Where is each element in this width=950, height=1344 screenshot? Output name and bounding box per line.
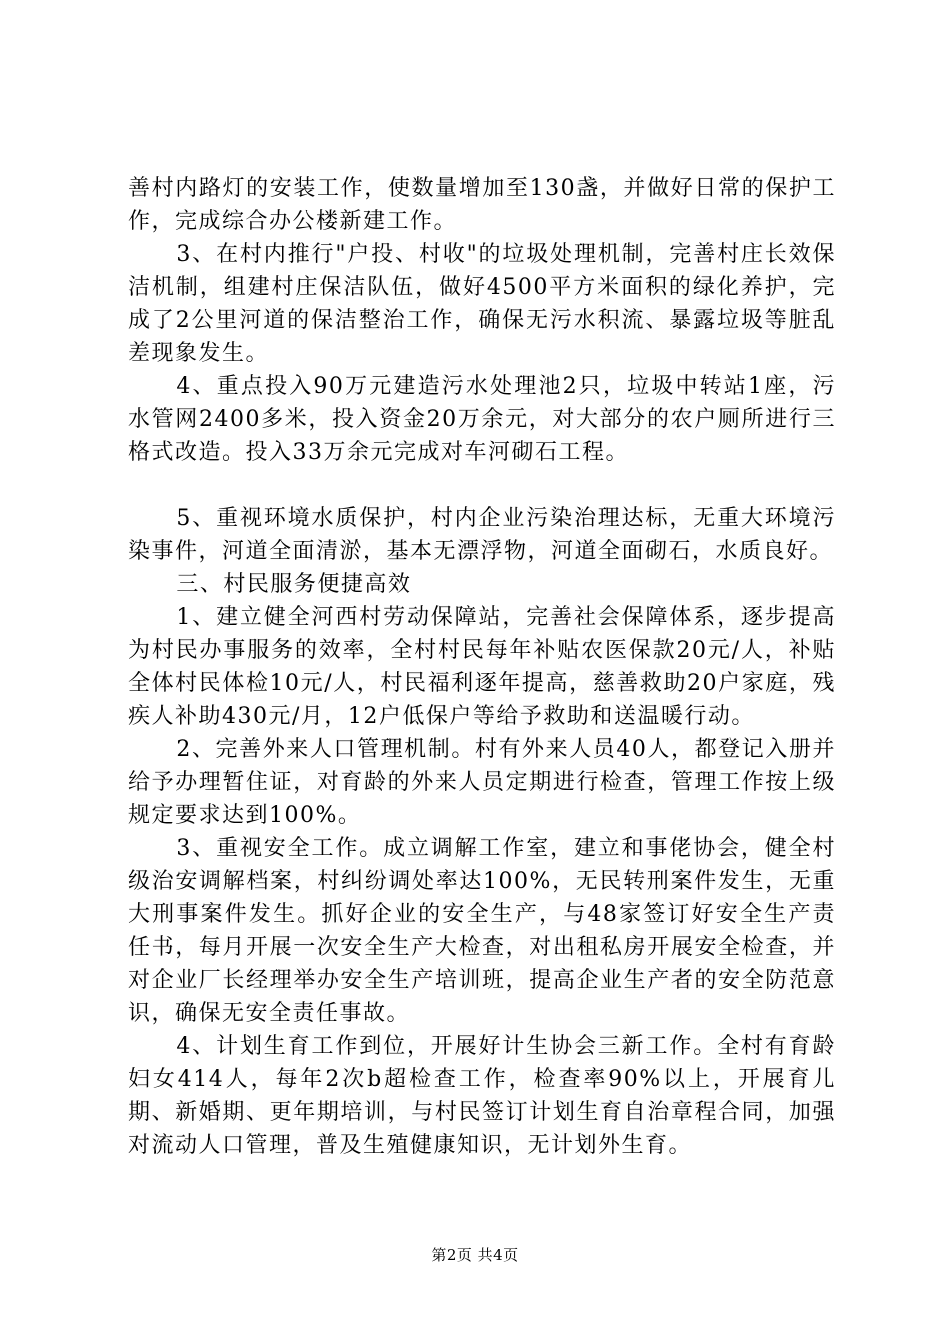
paragraph-safety-work: 3、重视安全工作。成立调解工作室，建立和事佬协会，健全村级治安调解档案，村纠纷调处率达100%，无民转刑案件发生，无重大刑事案件发生。抓好企业的安全生产，与48家签订好安全生产责任书，每月开展一次安全生产大检查，对出租私房开展安全检查，并对企业厂长经理举办安全生产培训班，提高企业生产者的安全防范意识，确保无安全责任事故。	[128, 836, 836, 1026]
paragraph-sewage-investment: 4、重点投入90万元建造污水处理池2只，垃圾中转站1座，污水管网2400多米，投入资金20万余元，对大部分的农户厕所进行三格式改造。投入33万余元完成对车河砌石工程。	[128, 374, 836, 465]
paragraph-family-planning: 4、计划生育工作到位，开展好计生协会三新工作。全村有育龄妇女414人，每年2次b超检查工作，检查率90%以上，开展育儿期、新婚期、更年期培训，与村民签订计划生育自治章程合同，加强对流动人口管理，普及生殖健康知识，无计划外生育。	[128, 1034, 836, 1158]
paragraph-migrant-management: 2、完善外来人口管理机制。村有外来人员40人，都登记入册并给予办理暂住证，对育龄的外来人员定期进行检查，管理工作按上级规定要求达到100%。	[128, 737, 836, 828]
paragraph-labor-security: 1、建立健全河西村劳动保障站，完善社会保障体系，逐步提高为村民办事服务的效率，全村村民每年补贴农医保款20元/人，补贴全体村民体检10元/人，村民福利逐年提高，慈善救助20户家庭，残疾人补助430元/月，12户低保户等给予救助和送温暖行动。	[128, 605, 836, 729]
paragraph-street-lights: 善村内路灯的安装工作，使数量增加至130盏，并做好日常的保护工作，完成综合办公楼新建工作。	[128, 176, 836, 234]
paragraph-water-quality: 5、重视环境水质保护，村内企业污染治理达标，无重大环境污染事件，河道全面清淤，基本无漂浮物，河道全面砌石，水质良好。	[128, 506, 836, 564]
page-number-footer: 第2页 共4页	[431, 1246, 519, 1264]
body-text	[128, 172, 836, 1162]
paragraph-garbage-mechanism: 3、在村内推行"户投、村收"的垃圾处理机制，完善村庄长效保洁机制，组建村庄保洁队伍，做好4500平方米面积的绿化养护，完成了2公里河道的保洁整治工作，确保无污水积流、暴露垃圾等脏乱差现象发生。	[128, 242, 836, 366]
section-heading-villager-services: 三、村民服务便捷高效	[176, 572, 412, 597]
